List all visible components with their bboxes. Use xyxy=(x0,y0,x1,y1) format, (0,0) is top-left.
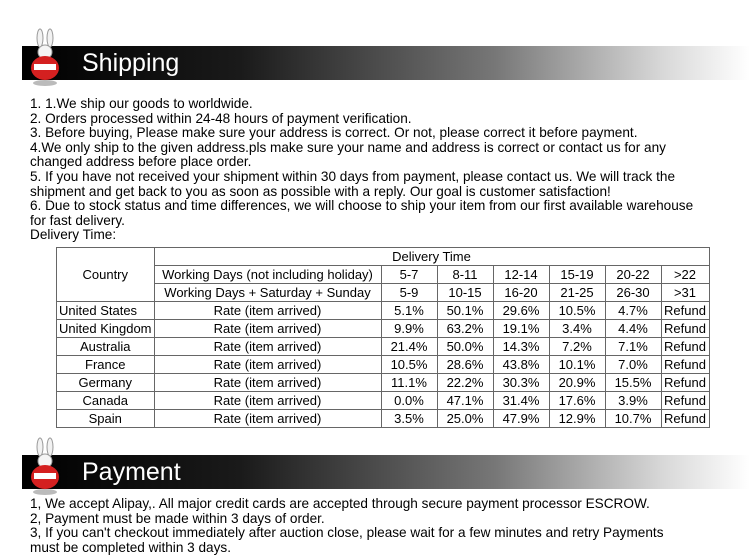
rate-cell: 10.7% xyxy=(605,410,661,428)
shipping-line: 3. Before buying, Please make sure your address is correct. Or not, please correct it before payment. xyxy=(30,125,638,141)
rate-cell: 4.7% xyxy=(605,302,661,320)
rate-cell: Refund xyxy=(661,302,709,320)
country-cell: France xyxy=(57,356,155,374)
shipping-banner xyxy=(22,46,750,80)
rate-label: Rate (item arrived) xyxy=(154,338,381,356)
delivery-time-table xyxy=(56,247,710,428)
country-header: Country xyxy=(57,248,155,302)
rate-cell: 3.4% xyxy=(549,320,605,338)
range-cell: 16-20 xyxy=(493,284,549,302)
rate-label: Rate (item arrived) xyxy=(154,374,381,392)
rate-label: Rate (item arrived) xyxy=(154,356,381,374)
rate-cell: Refund xyxy=(661,374,709,392)
rate-label: Rate (item arrived) xyxy=(154,392,381,410)
rate-cell: 25.0% xyxy=(437,410,493,428)
working-days-row xyxy=(57,266,710,284)
shipping-line: changed address before place order. xyxy=(30,154,252,170)
table-row xyxy=(57,374,710,392)
rate-cell: Refund xyxy=(661,410,709,428)
rate-cell: 47.1% xyxy=(437,392,493,410)
country-cell: Canada xyxy=(57,392,155,410)
range-cell: >31 xyxy=(661,284,709,302)
table-header-row xyxy=(57,248,710,266)
range-cell: 8-11 xyxy=(437,266,493,284)
shipping-line: 5. If you have not received your shipment within 30 days from payment, please contact us. We will track the xyxy=(30,168,676,184)
rate-cell: 31.4% xyxy=(493,392,549,410)
rate-cell: 10.5% xyxy=(549,302,605,320)
payment-line: 3, If you can't checkout immediately after auction close, please wait for a few minutes and retry Payments xyxy=(30,525,664,541)
rate-label: Rate (item arrived) xyxy=(154,302,381,320)
range-cell: 5-7 xyxy=(381,266,437,284)
country-cell: Spain xyxy=(57,410,155,428)
country-cell: United Kingdom xyxy=(57,320,155,338)
working-days-label: Working Days (not including holiday) xyxy=(154,266,381,284)
table-row xyxy=(57,302,710,320)
rate-cell: 3.9% xyxy=(605,392,661,410)
payment-line: must be completed within 3 days. xyxy=(30,539,231,555)
range-cell: 26-30 xyxy=(605,284,661,302)
rate-cell: 15.5% xyxy=(605,374,661,392)
table-row xyxy=(57,356,710,374)
shipping-line: 4.We only ship to the given address.pls make sure your name and address is correct or contact us for any xyxy=(30,139,666,155)
rate-cell: 63.2% xyxy=(437,320,493,338)
range-cell: 5-9 xyxy=(381,284,437,302)
rate-cell: 50.0% xyxy=(437,338,493,356)
rate-cell: 29.6% xyxy=(493,302,549,320)
rate-cell: 22.2% xyxy=(437,374,493,392)
shipping-line: 2. Orders processed within 24-48 hours of payment verification. xyxy=(30,110,412,126)
range-cell: 12-14 xyxy=(493,266,549,284)
country-cell: Germany xyxy=(57,374,155,392)
range-cell: 10-15 xyxy=(437,284,493,302)
shipping-text xyxy=(30,97,693,243)
rate-label: Rate (item arrived) xyxy=(154,410,381,428)
range-cell: 15-19 xyxy=(549,266,605,284)
rate-cell: Refund xyxy=(661,356,709,374)
rate-cell: 50.1% xyxy=(437,302,493,320)
rate-cell: Refund xyxy=(661,338,709,356)
payment-title: Payment xyxy=(82,458,181,486)
rate-cell: 3.5% xyxy=(381,410,437,428)
rate-cell: Refund xyxy=(661,392,709,410)
payment-line: 2, Payment must be made within 3 days of order. xyxy=(30,510,325,526)
working-days-sat-label: Working Days + Saturday + Sunday xyxy=(154,284,381,302)
payment-line: 1, We accept Alipay,. All major credit cards are accepted through secure payment processor ESCROW. xyxy=(30,496,650,511)
rate-cell: 7.2% xyxy=(549,338,605,356)
working-days-sat-row xyxy=(57,284,710,302)
payment-banner xyxy=(22,455,750,489)
rate-cell: 12.9% xyxy=(549,410,605,428)
rate-cell: 21.4% xyxy=(381,338,437,356)
payment-text xyxy=(30,497,664,555)
rate-cell: 20.9% xyxy=(549,374,605,392)
rate-cell: 7.0% xyxy=(605,356,661,374)
table-row xyxy=(57,392,710,410)
rate-cell: 10.1% xyxy=(549,356,605,374)
rate-cell: 0.0% xyxy=(381,392,437,410)
rabbit-mascot-icon xyxy=(26,437,66,497)
rate-cell: 30.3% xyxy=(493,374,549,392)
shipping-line: for fast delivery. xyxy=(30,212,125,228)
rabbit-mascot-icon xyxy=(26,28,66,88)
range-cell: 21-25 xyxy=(549,284,605,302)
range-cell: 20-22 xyxy=(605,266,661,284)
table-row xyxy=(57,410,710,428)
shipping-title: Shipping xyxy=(82,49,180,77)
range-cell: >22 xyxy=(661,266,709,284)
shipping-line: Delivery Time: xyxy=(30,227,117,243)
rate-cell: 11.1% xyxy=(381,374,437,392)
rate-cell: 10.5% xyxy=(381,356,437,374)
shipping-line: 6. Due to stock status and time differences, we will choose to ship your item from our first available warehouse xyxy=(30,198,694,214)
rate-label: Rate (item arrived) xyxy=(154,320,381,338)
rate-cell: 14.3% xyxy=(493,338,549,356)
rate-cell: Refund xyxy=(661,320,709,338)
country-cell: Australia xyxy=(57,338,155,356)
table-row xyxy=(57,320,710,338)
shipping-line: shipment and get back to you as soon as possible with a reply. Our goal is customer satisfaction! xyxy=(30,183,611,199)
rate-cell: 28.6% xyxy=(437,356,493,374)
rate-cell: 43.8% xyxy=(493,356,549,374)
delivery-time-header: Delivery Time xyxy=(154,248,709,266)
rate-cell: 17.6% xyxy=(549,392,605,410)
shipping-line: 1. 1.We ship our goods to worldwide. xyxy=(30,96,253,111)
table-row xyxy=(57,338,710,356)
rate-cell: 47.9% xyxy=(493,410,549,428)
rate-cell: 5.1% xyxy=(381,302,437,320)
rate-cell: 9.9% xyxy=(381,320,437,338)
rate-cell: 19.1% xyxy=(493,320,549,338)
rate-cell: 7.1% xyxy=(605,338,661,356)
country-cell: United States xyxy=(57,302,155,320)
rate-cell: 4.4% xyxy=(605,320,661,338)
